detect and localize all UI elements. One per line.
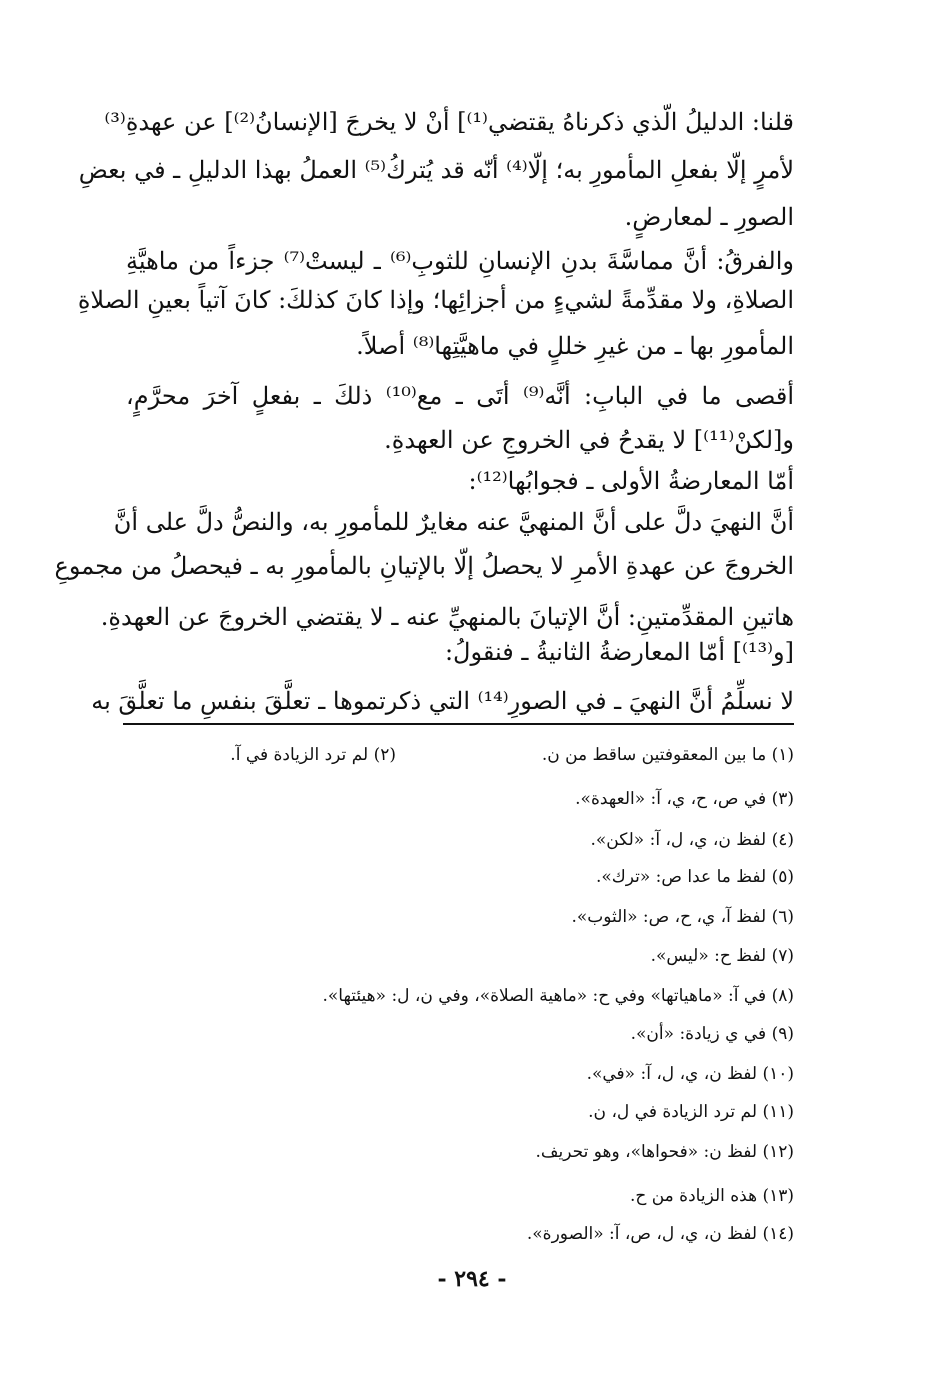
body-text-line: أقصى ما في البابِ: أنَّه⁽⁹⁾ أتَى ـ مع⁽¹⁰⁾ ذلكَ ـ بفعلٍ آخرَ محرَّمٍ، bbox=[126, 382, 794, 410]
footnote: (١٣) هذه الزيادة من ح. bbox=[629, 1186, 794, 1206]
body-text-line: أمّا المعارضةُ الأولى ـ فجوابُها⁽¹²⁾: bbox=[468, 467, 794, 495]
footnote: (٣) في ص، ح، ي، آ: «العهدة». bbox=[575, 789, 794, 809]
footnote: (٤) لفظ ن، ي، ل، آ: «لكن». bbox=[590, 830, 794, 850]
body-text-line: الصلاةِ، ولا مقدِّمةً لشيءٍ من أجزائِها؛ وإذا كانَ كذلكَ: كانَ آتياً بعينِ الصلاةِ bbox=[77, 286, 794, 314]
footnote: (١) ما بين المعقوفتين ساقط من ن. bbox=[541, 745, 794, 765]
body-text-line: أنَّ النهيَ دلَّ على أنَّ المنهيَّ عنه مغايرٌ للمأمورِ به، والنصُّ دلَّ على أنَّ bbox=[113, 508, 794, 536]
body-text-line: المأمورِ بها ـ من غيرِ خللٍ في ماهيَّتِها⁽⁸⁾ أصلاً. bbox=[356, 332, 794, 360]
body-text-line: لا نسلِّمُ أنَّ النهيَ ـ في الصورِ⁽¹⁴⁾ التي ذكرتموها ـ تعلَّقَ بنفسِ ما تعلَّقَ به bbox=[91, 687, 794, 715]
body-text-line: لأمرٍ إلّا بفعلِ المأمورِ به؛ إلّا⁽⁴⁾ أنّه قد يُتركُ⁽⁵⁾ العملُ بهذا الدليلِ ـ في بعضِ bbox=[78, 156, 794, 184]
footnote: (٧) لفظ ح: «ليس». bbox=[650, 946, 794, 966]
footnote: (٢) لم ترد الزيادة في آ. bbox=[230, 745, 396, 765]
footnote: (٦) لفظ آ، ي، ح، ص: «الثوب». bbox=[571, 907, 794, 927]
footnote: (١٠) لفظ ن، ي، ل، آ: «في». bbox=[586, 1064, 794, 1084]
body-text-line: قلنا: الدليلُ الّذي ذكرناهُ يقتضي⁽¹⁾] أنْ لا يخرجَ [الإنسانُ⁽²⁾] عن عهدةِ⁽³⁾ bbox=[104, 108, 794, 136]
footnote: (١١) لم ترد الزيادة في ل، ن. bbox=[588, 1102, 794, 1122]
body-text-line: هاتينِ المقدِّمتينِ: أنَّ الإتيانَ بالمنهيِّ عنه ـ لا يقتضي الخروجَ عن العهدةِ. bbox=[100, 603, 794, 631]
footnote: (١٤) لفظ ن، ي، ل، ص، آ: «الصورة». bbox=[526, 1224, 794, 1244]
body-text-line: [و⁽¹³⁾] أمّا المعارضةُ الثانيةُ ـ فنقولُ: bbox=[444, 638, 794, 666]
body-text-line: الخروجَ عن عهدةِ الأمرِ لا يحصلُ إلّا بالإتيانِ بالمأمورِ به ـ فيحصلُ من مجموعِ bbox=[54, 552, 794, 580]
body-text-line: الصورِ ـ لمعارضٍ. bbox=[624, 203, 794, 231]
body-text-line: والفرقُ: أنَّ مماسَّةَ بدنِ الإنسانِ للثوبِ⁽⁶⁾ ـ ليستْ⁽⁷⁾ جزءاً من ماهيَّةِ bbox=[126, 247, 794, 275]
footnote: (١٢) لفظ ن: «فحواها»، وهو تحريف. bbox=[535, 1142, 794, 1162]
body-text-line: و[لكنْ⁽¹¹⁾] لا يقدحُ في الخروجِ عن العهدةِ. bbox=[384, 426, 794, 454]
footnote-separator bbox=[123, 723, 794, 725]
page-number: - ٢٩٤ - bbox=[437, 1266, 507, 1292]
footnote: (٨) في آ: «ماهياتها» وفي ح: «ماهية الصلاة»، وفي ن، ل: «هيئتها». bbox=[322, 986, 794, 1006]
footnote: (٩) في ي زيادة: «أن». bbox=[630, 1024, 794, 1044]
footnote: (٥) لفظ ما عدا ص: «ترك». bbox=[595, 867, 794, 887]
